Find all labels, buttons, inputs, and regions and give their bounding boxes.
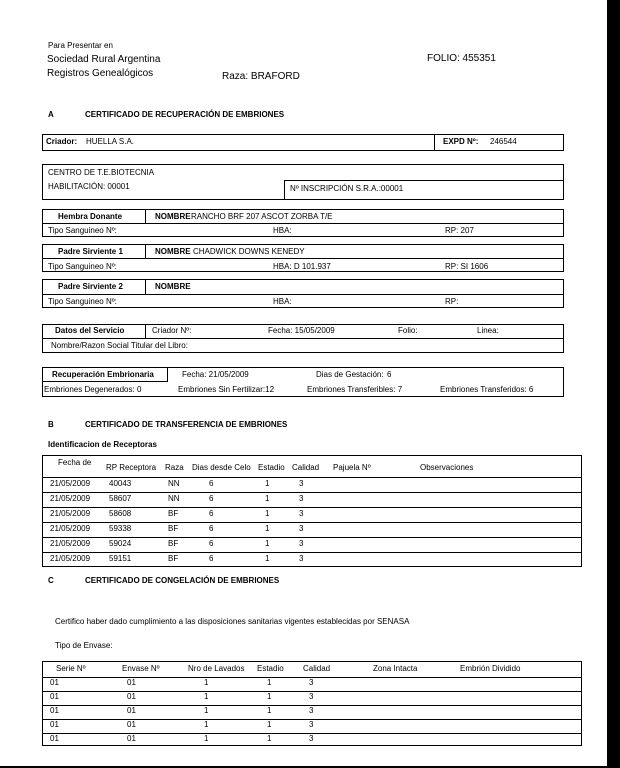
sire1-label: Padre Sirviente 1: [58, 247, 123, 256]
senasa-certification: Certifico haber dado cumplimiento a las disposiciones sanitarias vigentes establecidas por SENASA: [55, 617, 410, 626]
sire2-hba: HBA:: [273, 297, 292, 306]
donor-label: Hembra Donante: [58, 212, 123, 221]
transfer-cell-calidad: 3: [299, 509, 304, 518]
transfer-cell-raza: BF: [168, 524, 179, 533]
freezing-cell-lavados: 1: [204, 678, 209, 687]
folio: FOLIO: 455351: [427, 53, 496, 64]
freezing-header-serie: Serie Nº: [56, 664, 86, 673]
transfer-cell-estadio: 1: [265, 494, 270, 503]
sire1-tipo: Tipo Sanguineo Nº:: [48, 262, 117, 271]
freezing-cell-estadio: 1: [267, 678, 272, 687]
breeder-label: Criador:: [46, 137, 78, 146]
present-to: Para Presentar en: [48, 41, 113, 50]
receptoras-subtitle: Identificacion de Receptoras: [48, 440, 157, 449]
expd-label: EXPD Nº:: [443, 137, 479, 146]
service-folio: Folio:: [398, 326, 418, 335]
breed: Raza: BRAFORD: [222, 71, 300, 82]
inscripcion: Nº INSCRIPCIÓN S.R.A.:00001: [290, 184, 404, 193]
habilitacion: HABILITACIÓN: 00001: [48, 182, 130, 191]
transfer-cell-raza: BF: [168, 509, 179, 518]
recovery-dias-value: 6: [387, 370, 392, 379]
sire2-label: Padre Sirviente 2: [58, 282, 123, 291]
transfer-cell-dias: 6: [209, 539, 214, 548]
service-titular: Nombre/Razon Social Titular del Libro:: [51, 341, 188, 350]
sire1-rp: RP: SI 1606: [445, 262, 489, 271]
freezing-cell-envase: 01: [127, 692, 136, 701]
transfer-cell-rp: 59151: [109, 554, 132, 563]
recovery-dias-label: Dias de Gestación:: [316, 370, 384, 379]
sire2-nombre-label: NOMBRE: [155, 282, 191, 291]
transfer-cell-raza: NN: [168, 494, 180, 503]
center-name: CENTRO DE T.E.BIOTECNIA: [48, 168, 155, 177]
donor-nombre-label: NOMBRE: [155, 212, 191, 221]
transfer-cell-rp: 58607: [109, 494, 132, 503]
recovery-transferidos: Embriones Transferidos: 6: [440, 385, 534, 394]
freezing-cell-estadio: 1: [267, 706, 272, 715]
sire2-tipo: Tipo Sanguineo Nº:: [48, 297, 117, 306]
transfer-cell-fecha: 21/05/2009: [50, 509, 91, 518]
freezing-cell-calidad: 3: [309, 706, 314, 715]
recovery-label: Recuperación Embrionaria: [52, 370, 154, 379]
transfer-cell-calidad: 3: [299, 524, 304, 533]
transfer-cell-rp: 58608: [109, 509, 132, 518]
freezing-cell-envase: 01: [127, 734, 136, 743]
transfer-header-observaciones: Observaciones: [420, 463, 474, 472]
transfer-cell-raza: BF: [168, 539, 179, 548]
recovery-degenerados: Embriones Degenerados: 0: [44, 385, 142, 394]
freezing-cell-serie: 01: [50, 692, 59, 701]
freezing-cell-calidad: 3: [309, 692, 314, 701]
sire1-nombre-label: NOMBRE: [155, 247, 191, 256]
transfer-header-fecha: Fecha de: [58, 458, 92, 467]
transfer-cell-estadio: 1: [265, 524, 270, 533]
breeder-value: HUELLA S.A.: [86, 137, 135, 146]
freezing-cell-lavados: 1: [204, 734, 209, 743]
sire1-nombre: CHADWICK DOWNS KENEDY: [193, 247, 305, 256]
freezing-header-lavados: Nro de Lavados: [188, 664, 245, 673]
transfer-cell-raza: NN: [168, 479, 180, 488]
transfer-cell-estadio: 1: [265, 509, 270, 518]
freezing-header-dividido: Embrión Dividido: [460, 664, 521, 673]
section-c-letter: C: [48, 576, 54, 585]
freezing-cell-envase: 01: [127, 720, 136, 729]
tipo-envase-label: Tipo de Envase:: [55, 641, 113, 650]
freezing-cell-estadio: 1: [267, 692, 272, 701]
freezing-cell-estadio: 1: [267, 734, 272, 743]
transfer-cell-estadio: 1: [265, 479, 270, 488]
section-b-title: CERTIFICADO DE TRANSFERENCIA DE EMBRIONES: [85, 420, 288, 429]
transfer-cell-fecha: 21/05/2009: [50, 554, 91, 563]
recovery-sin-fertilizar: Embriones Sin Fertilizar:12: [178, 385, 275, 394]
transfer-cell-estadio: 1: [265, 539, 270, 548]
transfer-cell-fecha: 21/05/2009: [50, 539, 91, 548]
transfer-cell-dias: 6: [209, 494, 214, 503]
freezing-cell-lavados: 1: [204, 706, 209, 715]
section-a-letter: A: [48, 110, 54, 119]
donor-nombre: RANCHO BRF 207 ASCOT ZORBA T/E: [191, 212, 333, 221]
transfer-cell-dias: 6: [209, 479, 214, 488]
donor-tipo: Tipo Sanguineo Nº:: [48, 226, 117, 235]
transfer-header-pajuela: Pajuela Nº: [333, 463, 371, 472]
freezing-cell-envase: 01: [127, 678, 136, 687]
transfer-cell-rp: 40043: [109, 479, 132, 488]
transfer-header-raza: Raza: [165, 463, 184, 472]
freezing-cell-serie: 01: [50, 734, 59, 743]
freezing-header-estadio: Estadio: [257, 664, 284, 673]
registry-name: Registros Genealógicos: [47, 68, 154, 79]
transfer-cell-calidad: 3: [299, 479, 304, 488]
freezing-cell-serie: 01: [50, 678, 59, 687]
transfer-header-calidad: Calidad: [292, 463, 320, 472]
service-label: Datos del Servicio: [55, 326, 125, 335]
transfer-cell-dias: 6: [209, 524, 214, 533]
donor-rp: RP: 207: [445, 226, 474, 235]
sire1-hba: HBA: D 101.937: [273, 262, 331, 271]
transfer-header-dias: Dias desde Celo: [192, 463, 251, 472]
transfer-cell-calidad: 3: [299, 494, 304, 503]
recovery-fecha: Fecha: 21/05/2009: [182, 370, 249, 379]
expd-value: 246544: [490, 137, 517, 146]
freezing-cell-lavados: 1: [204, 692, 209, 701]
section-a-title: CERTIFICADO DE RECUPERACIÓN DE EMBRIONES: [85, 110, 285, 119]
transfer-cell-rp: 59338: [109, 524, 132, 533]
sire2-rp: RP:: [445, 297, 459, 306]
transfer-cell-raza: BF: [168, 554, 179, 563]
section-b-letter: B: [48, 420, 54, 429]
transfer-cell-fecha: 21/05/2009: [50, 479, 91, 488]
transfer-cell-calidad: 3: [299, 554, 304, 563]
freezing-header-zona: Zona Intacta: [373, 664, 418, 673]
freezing-cell-envase: 01: [127, 706, 136, 715]
transfer-cell-dias: 6: [209, 509, 214, 518]
freezing-cell-calidad: 3: [309, 720, 314, 729]
recovery-transferibles: Embriones Transferibles: 7: [307, 385, 403, 394]
transfer-cell-fecha: 21/05/2009: [50, 494, 91, 503]
freezing-header-calidad: Calidad: [303, 664, 331, 673]
freezing-cell-serie: 01: [50, 720, 59, 729]
transfer-cell-rp: 59024: [109, 539, 132, 548]
donor-hba: HBA:: [273, 226, 292, 235]
freezing-cell-calidad: 3: [309, 734, 314, 743]
freezing-cell-calidad: 3: [309, 678, 314, 687]
transfer-cell-fecha: 21/05/2009: [50, 524, 91, 533]
section-c-title: CERTIFICADO DE CONGELACIÓN DE EMBRIONES: [85, 576, 280, 585]
service-fecha: Fecha: 15/05/2009: [268, 326, 335, 335]
freezing-cell-serie: 01: [50, 706, 59, 715]
freezing-header-envase: Envase Nº: [122, 664, 160, 673]
freezing-cell-estadio: 1: [267, 720, 272, 729]
transfer-header-estadio: Estadio: [258, 463, 285, 472]
transfer-cell-calidad: 3: [299, 539, 304, 548]
service-criador: Criador Nº:: [152, 326, 192, 335]
freezing-cell-lavados: 1: [204, 720, 209, 729]
transfer-cell-dias: 6: [209, 554, 214, 563]
org-name: Sociedad Rural Argentina: [47, 54, 161, 65]
transfer-cell-estadio: 1: [265, 554, 270, 563]
service-linea: Linea:: [477, 326, 499, 335]
transfer-header-rp: RP Receptora: [106, 463, 157, 472]
